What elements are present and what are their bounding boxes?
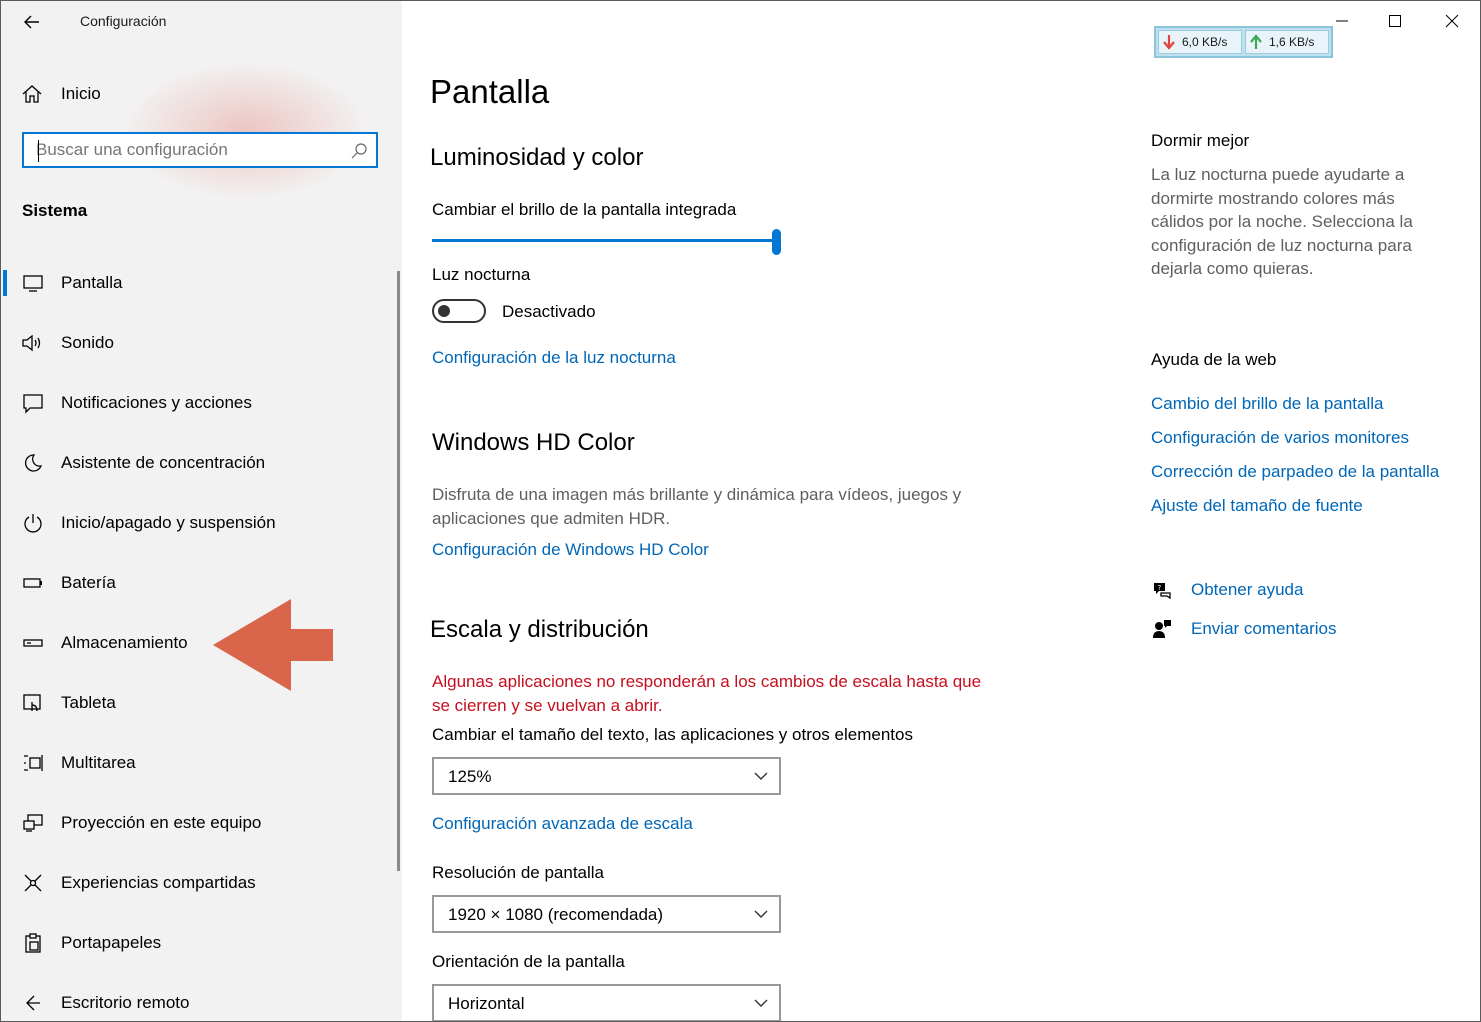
back-button[interactable] bbox=[19, 9, 45, 35]
sidebar-item-bateria[interactable] bbox=[1, 553, 396, 613]
tablet-icon bbox=[22, 692, 44, 714]
download-arrow-icon bbox=[1162, 34, 1176, 50]
app-title: Configuración bbox=[80, 13, 167, 29]
minimize-icon bbox=[1335, 14, 1349, 28]
brightness-slider[interactable] bbox=[432, 229, 782, 255]
back-arrow-icon bbox=[19, 9, 45, 35]
multitask-icon bbox=[22, 752, 44, 774]
page-title: Pantalla bbox=[430, 73, 550, 110]
chevron-down-icon bbox=[753, 907, 769, 921]
dropdown-value: 1920 × 1080 (recomendada) bbox=[448, 905, 664, 924]
sidebar-item-label: Sonido bbox=[61, 333, 114, 352]
sidebar-item-pantalla[interactable] bbox=[1, 253, 396, 313]
orientation-label: Orientación de la pantalla bbox=[432, 952, 625, 971]
shared-icon bbox=[22, 872, 44, 894]
sidebar-item-inicio-apagado[interactable] bbox=[1, 493, 396, 553]
toggle-knob bbox=[438, 305, 450, 317]
sidebar-item-label: Portapapeles bbox=[61, 933, 162, 952]
search-input[interactable] bbox=[36, 139, 336, 161]
power-icon bbox=[22, 512, 44, 534]
speaker-icon bbox=[21, 332, 45, 354]
background-blur bbox=[121, 61, 371, 201]
sleep-better-title: Dormir mejor bbox=[1151, 131, 1250, 150]
dropdown-value: Horizontal bbox=[448, 994, 525, 1013]
sidebar-item-label: Multitarea bbox=[61, 753, 136, 772]
send-feedback-button[interactable] bbox=[1151, 616, 1337, 642]
sidebar-item-portapapeles[interactable] bbox=[1, 913, 396, 973]
main-content bbox=[402, 1, 1480, 1021]
hdr-description-line1: Disfruta de una imagen más brillante y dinámica para vídeos, juegos y bbox=[432, 485, 962, 504]
section-heading-luminosity: Luminosidad y color bbox=[430, 144, 644, 171]
sidebar-item-label: Inicio/apagado y suspensión bbox=[61, 513, 276, 532]
scale-warning-line2: se cierren y se vuelvan a abrir. bbox=[432, 696, 663, 715]
section-heading-hdr: Windows HD Color bbox=[432, 429, 635, 456]
close-button[interactable] bbox=[1429, 1, 1475, 41]
orientation-dropdown[interactable] bbox=[432, 984, 781, 1022]
get-help-button[interactable] bbox=[1151, 577, 1303, 603]
resolution-dropdown[interactable] bbox=[432, 895, 781, 933]
sidebar-item-label: Proyección en este equipo bbox=[61, 813, 262, 832]
slider-thumb[interactable] bbox=[772, 229, 781, 255]
sidebar-item-label: Escritorio remoto bbox=[61, 993, 190, 1012]
hdr-settings-link[interactable]: Configuración de Windows HD Color bbox=[432, 540, 709, 559]
night-light-label: Luz nocturna bbox=[432, 265, 531, 284]
section-heading-scale: Escala y distribución bbox=[430, 616, 649, 643]
maximize-button[interactable] bbox=[1372, 1, 1418, 41]
sidebar-item-label: Notificaciones y acciones bbox=[61, 393, 252, 412]
sidebar-item-proyeccion[interactable] bbox=[1, 793, 396, 853]
web-help-title: Ayuda de la web bbox=[1151, 350, 1277, 369]
section-title: Sistema bbox=[22, 201, 88, 220]
sidebar-item-multitarea[interactable] bbox=[1, 733, 396, 793]
battery-icon bbox=[22, 572, 44, 594]
night-light-settings-link[interactable]: Configuración de la luz nocturna bbox=[432, 348, 676, 367]
sidebar-item-experiencias[interactable] bbox=[1, 853, 396, 913]
clipboard-icon bbox=[22, 932, 44, 954]
upload-speed-value: 1,6 KB/s bbox=[1269, 35, 1315, 49]
chevron-down-icon bbox=[753, 996, 769, 1010]
sleep-better-description: La luz nocturna puede ayudarte a dormirte mostrando colores más cálidos por la noche. Selecciona la configuración de luz nocturna para dejarla como quieras. bbox=[1151, 165, 1413, 278]
download-speed-value: 6,0 KB/s bbox=[1182, 35, 1228, 49]
network-speed-widget bbox=[1154, 26, 1333, 58]
sidebar-item-almacenamiento[interactable] bbox=[1, 613, 396, 673]
feedback-person-icon bbox=[1151, 618, 1173, 640]
web-help-link-font-size[interactable]: Ajuste del tamaño de fuente bbox=[1151, 496, 1363, 515]
chevron-down-icon bbox=[753, 769, 769, 783]
send-feedback-label: Enviar comentarios bbox=[1191, 619, 1337, 638]
sidebar-item-tableta[interactable] bbox=[1, 673, 396, 733]
brightness-label: Cambiar el brillo de la pantalla integrada bbox=[432, 200, 737, 219]
advanced-scale-link[interactable]: Configuración avanzada de escala bbox=[432, 814, 693, 833]
sidebar bbox=[1, 1, 402, 1021]
scale-dropdown[interactable] bbox=[432, 757, 781, 795]
moon-icon bbox=[22, 452, 44, 474]
scale-size-label: Cambiar el tamaño del texto, las aplicaciones y otros elementos bbox=[432, 725, 913, 744]
web-help-link-flicker[interactable]: Corrección de parpadeo de la pantalla bbox=[1151, 462, 1440, 481]
sidebar-item-label: Tableta bbox=[61, 693, 116, 712]
notification-icon bbox=[22, 392, 44, 414]
monitor-icon bbox=[22, 272, 44, 294]
sidebar-item-label: Experiencias compartidas bbox=[61, 873, 256, 892]
sidebar-item-label: Batería bbox=[61, 573, 116, 592]
home-icon bbox=[21, 83, 43, 105]
upload-arrow-icon bbox=[1249, 34, 1263, 50]
resolution-label: Resolución de pantalla bbox=[432, 863, 605, 882]
slider-track bbox=[432, 239, 778, 242]
upload-speed bbox=[1245, 30, 1329, 54]
get-help-label: Obtener ayuda bbox=[1191, 580, 1304, 599]
sidebar-item-label: Asistente de concentración bbox=[61, 453, 266, 472]
search-box[interactable] bbox=[22, 132, 378, 168]
storage-icon bbox=[22, 632, 44, 654]
download-speed bbox=[1158, 30, 1242, 54]
close-icon bbox=[1445, 14, 1459, 28]
sidebar-item-escritorio-remoto[interactable] bbox=[1, 973, 396, 1021]
sidebar-item-label: Almacenamiento bbox=[61, 633, 188, 652]
home-label: Inicio bbox=[61, 84, 101, 103]
web-help-link-brightness[interactable]: Cambio del brillo de la pantalla bbox=[1151, 394, 1384, 413]
sidebar-item-sonido[interactable] bbox=[1, 313, 396, 373]
hdr-description-line2: aplicaciones que admiten HDR. bbox=[432, 509, 671, 528]
maximize-icon bbox=[1388, 14, 1402, 28]
remote-desktop-icon bbox=[22, 992, 44, 1014]
dropdown-value: 125% bbox=[448, 767, 492, 786]
sidebar-scrollbar[interactable] bbox=[397, 271, 400, 871]
sidebar-item-notificaciones[interactable] bbox=[1, 373, 396, 433]
night-light-state: Desactivado bbox=[502, 302, 596, 321]
annotation-arrow-icon bbox=[211, 599, 335, 693]
help-chat-icon bbox=[1151, 579, 1173, 601]
projection-icon bbox=[22, 812, 44, 834]
home-nav[interactable] bbox=[21, 81, 101, 107]
scale-warning-line1: Algunas aplicaciones no responderán a los cambios de escala hasta que bbox=[432, 672, 982, 691]
sidebar-item-label: Pantalla bbox=[61, 273, 123, 292]
svg-text:?: ? bbox=[1157, 584, 1162, 592]
sidebar-item-asistente[interactable] bbox=[1, 433, 396, 493]
search-icon[interactable] bbox=[350, 142, 368, 160]
web-help-link-monitors[interactable]: Configuración de varios monitores bbox=[1151, 428, 1409, 447]
night-light-toggle[interactable] bbox=[432, 299, 486, 323]
text-caret bbox=[38, 140, 39, 162]
